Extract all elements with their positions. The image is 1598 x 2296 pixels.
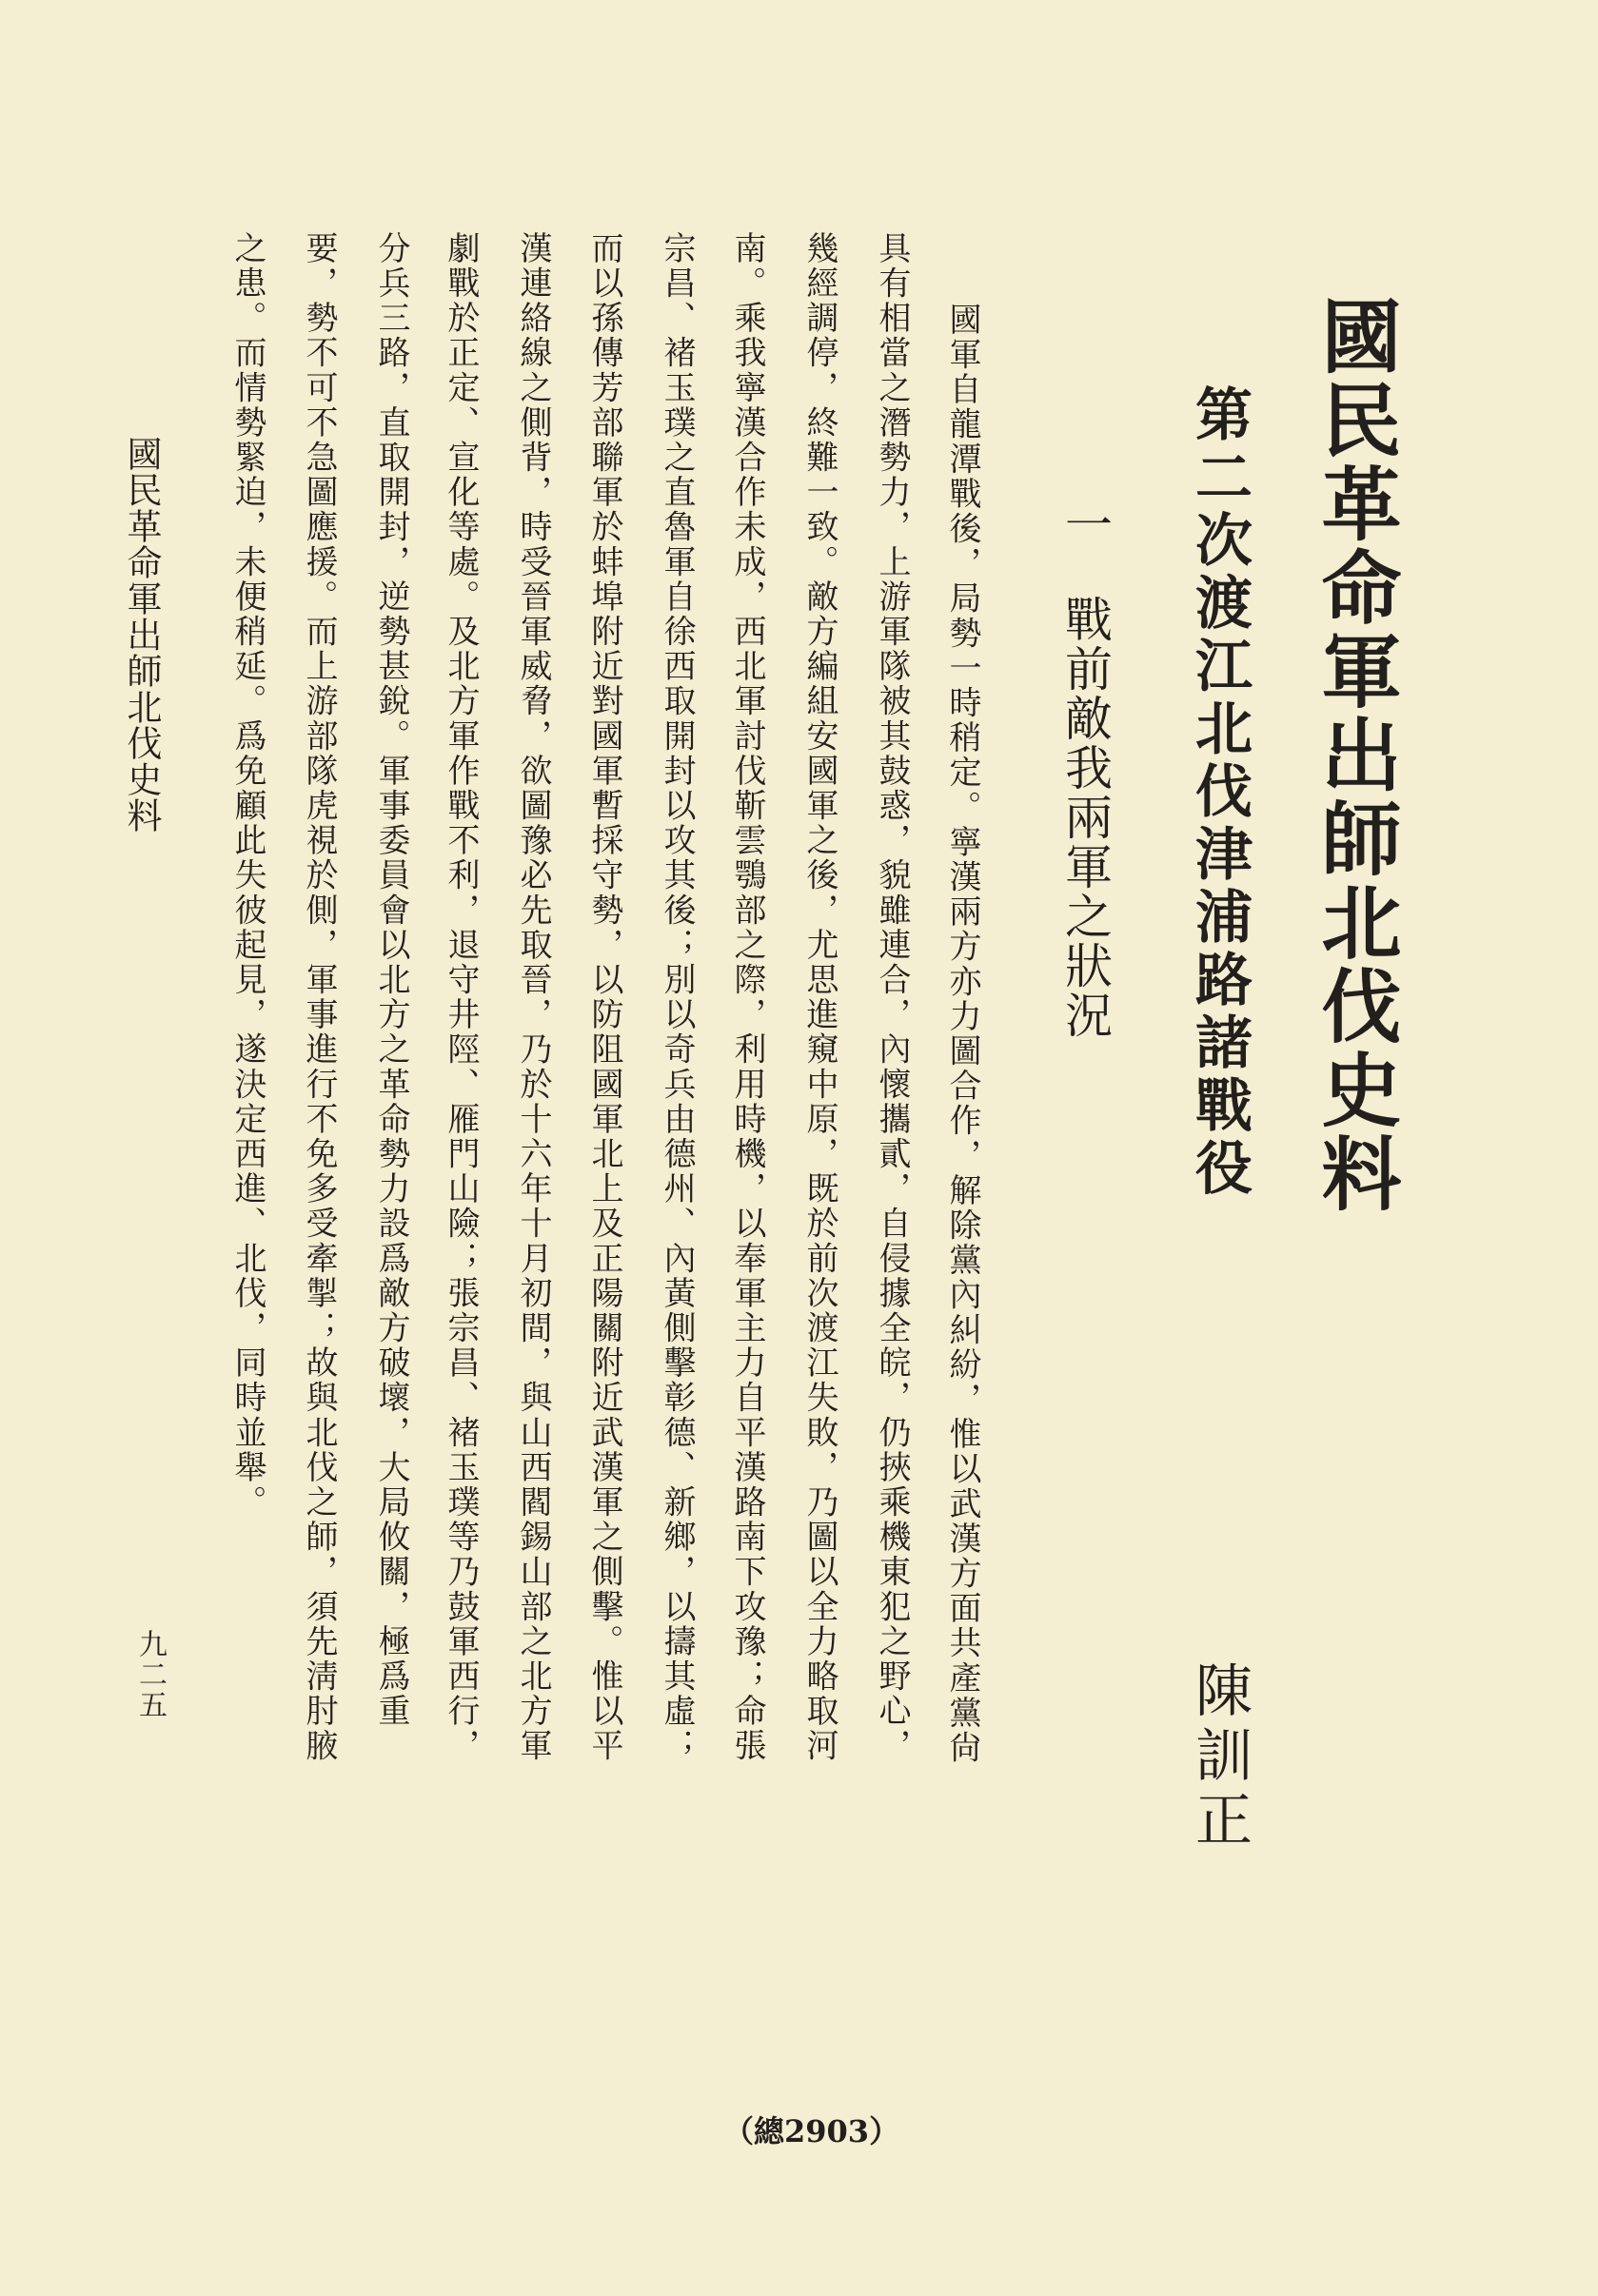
body-line: 分兵三路，直取開封，逆勢甚銳。軍事委員會以北方之革命勢力設爲敵方破壞，大局攸關，極爲重: [372, 231, 410, 1729]
page-number: 九二五: [133, 1629, 167, 1720]
body-line: 要，勢不可不急圖應援。而上游部隊虎視於側，軍事進行不免多受牽掣；故與北伐之師，須先淸肘腋: [300, 231, 338, 1764]
body-line: 幾經調停，終難一致。敵方編組安國軍之後，尤思進窺中原，既於前次渡江失敗，乃圖以全力略取河: [800, 231, 838, 1764]
chapter-title: 第二次渡江北伐津浦路諸戰役: [1186, 384, 1253, 1201]
section-title: 戰前敵我兩軍之狀況: [1057, 595, 1113, 1040]
body-line: 具有相當之潛勢力，上游軍隊被其鼓惑，貌雖連合，內懷攜貳，自侵據全皖，仍挾乘機東犯之野心，: [873, 231, 911, 1764]
body-line: 南。乘我寧漢合作未成，西北軍討伐靳雲鶚部之際，利用時機，以奉軍主力自平漢路南下攻豫；命張: [728, 231, 766, 1764]
running-title: 國民革命軍出師北伐史料: [121, 436, 162, 834]
body-line: 漢連絡線之側背，時受晉軍威脅，欲圖豫必先取晉，乃於十六年十月初間，與山西閻錫山部之北方軍: [514, 231, 552, 1764]
author-name: 陳訓正: [1186, 1660, 1253, 1854]
body-line: 國軍自龍潭戰後，局勢一時稍定。寧漢兩方亦力圖合作，解除黨內糾紛，惟以武漢方面共產黨尙: [943, 303, 981, 1766]
body-line: 宗昌、褚玉璞之直魯軍自徐西取開封以攻其後；別以奇兵由德州、內黃側擊彰德、新鄉，以擣其虛；: [658, 231, 696, 1764]
section-number: 一: [1057, 500, 1113, 549]
book-title: 國民革命軍出師北伐史料: [1309, 295, 1403, 1216]
body-line: 而以孫傳芳部聯軍於蚌埠附近對國軍暫採守勢，以防阻國軍北上及正陽關附近武漢軍之側擊。惟以平: [585, 231, 623, 1764]
total-page-number: （總2903）: [723, 2113, 900, 2149]
body-line: 之患。而情勢緊迫，未便稍延。爲免顧此失彼起見，遂決定西進、北伐，同時並舉。: [228, 231, 266, 1521]
section-heading: [1057, 500, 1119, 1040]
body-line: 劇戰於正定、宣化等處。及北方軍作戰不利，退守井陘、雁門山險；張宗昌、褚玉璞等乃鼓軍西行，: [442, 231, 480, 1764]
